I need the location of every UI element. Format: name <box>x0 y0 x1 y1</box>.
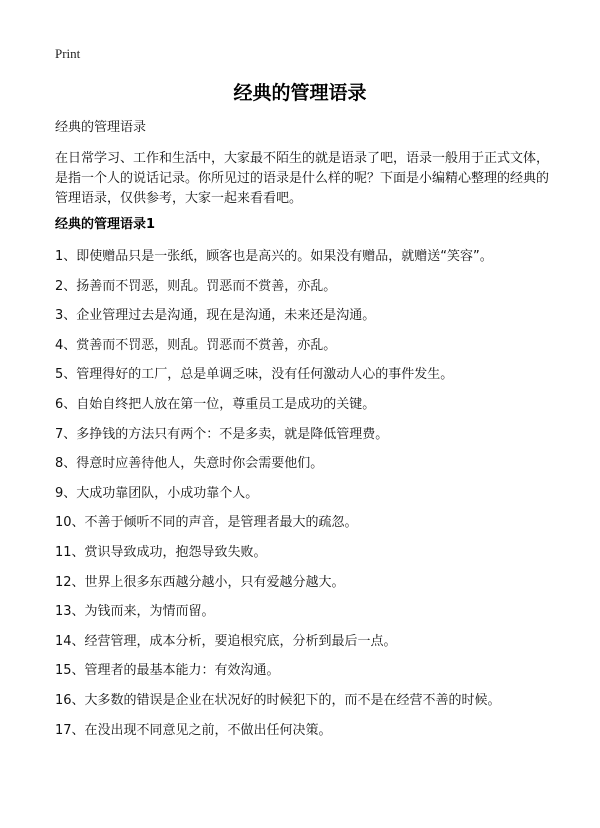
quote-item: 15、管理者的最基本能力：有效沟通。 <box>55 663 280 679</box>
quote-item: 7、多挣钱的方法只有两个：不是多卖，就是降低管理费。 <box>55 426 389 442</box>
document-subtitle: 经典的管理语录 <box>55 120 147 135</box>
section-heading: 经典的管理语录1 <box>55 217 156 232</box>
quote-item: 5、管理得好的工厂，总是单调乏味，没有任何激动人心的事件发生。 <box>55 367 454 383</box>
quote-item: 11、赏识导致成功，抱怨导致失败。 <box>55 544 267 560</box>
quote-item: 3、企业管理过去是沟通，现在是沟通，未来还是沟通。 <box>55 308 376 324</box>
quote-item: 9、大成功靠团队，小成功靠个人。 <box>55 485 259 501</box>
quote-item: 1、即使赠品只是一张纸，顾客也是高兴的。如果没有赠品，就赠送“笑容”。 <box>55 249 493 264</box>
quote-item: 14、经营管理，成本分析，要追根究底，分析到最后一点。 <box>55 633 397 649</box>
quote-item: 16、大多数的错误是企业在状况好的时候犯下的，而不是在经营不善的时候。 <box>55 692 501 708</box>
quote-item: 17、在没出现不同意见之前，不做出任何决策。 <box>55 722 332 738</box>
quote-item: 12、世界上很多东西越分越小，只有爱越分越大。 <box>55 574 345 590</box>
quote-list <box>55 247 555 750</box>
quote-item: 2、扬善而不罚恶，则乱。罚恶而不赏善，亦乱。 <box>55 278 337 294</box>
print-link[interactable]: Print <box>55 46 81 61</box>
quote-item: 8、得意时应善待他人，失意时你会需要他们。 <box>55 456 324 472</box>
quote-item: 6、自始自终把人放在第一位，尊重员工是成功的关键。 <box>55 396 376 412</box>
page-title: 经典的管理语录 <box>233 82 367 104</box>
quote-item: 13、为钱而来，为情而留。 <box>55 604 215 620</box>
intro-paragraph: 在日常学习、工作和生活中，大家最不陌生的就是语录了吧，语录一般用于正式文体，是指一个人的说话记录。你所见过的语录是什么样的呢？下面是小编精心整理的经典的管理语录，仅供参考，大家一起来看看吧。 <box>55 151 550 206</box>
quote-item: 10、不善于倾听不同的声音，是管理者最大的疏忽。 <box>55 515 358 531</box>
quote-item: 4、赏善而不罚恶，则乱。罚恶而不赏善，亦乱。 <box>55 337 337 353</box>
